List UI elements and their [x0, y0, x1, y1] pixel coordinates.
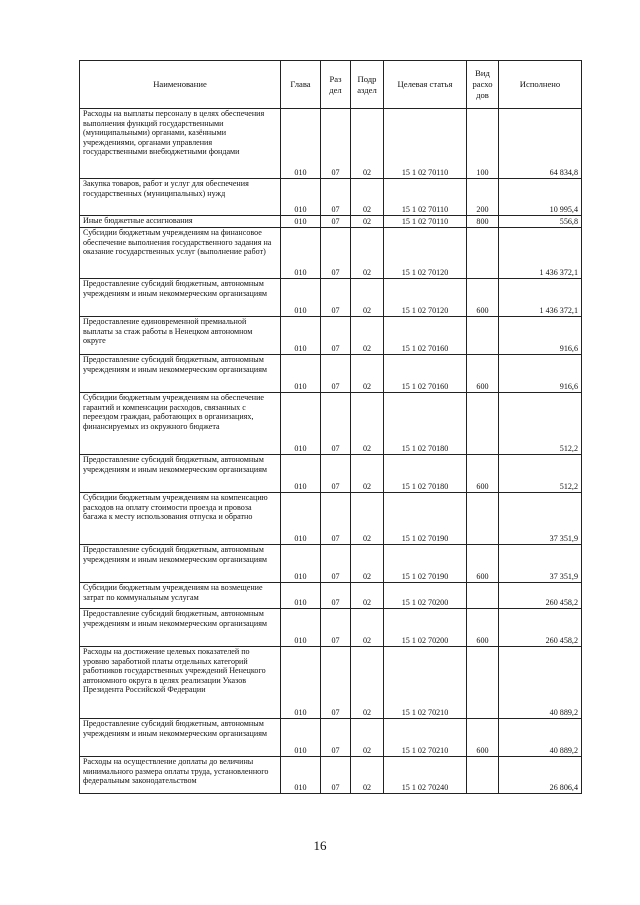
header-glava: Глава: [281, 61, 321, 109]
cell-name: Предоставление субсидий бюджетным, автономным учреждениям и иным некоммерческим организациям: [80, 455, 281, 493]
cell-amount: 556,8: [499, 216, 582, 228]
cell-razdel: 07: [321, 179, 351, 216]
cell-vid: [467, 647, 499, 719]
header-podrazdel: Подр аздел: [351, 61, 384, 109]
header-target: Целевая статья: [384, 61, 467, 109]
cell-target: 15 1 02 70160: [384, 317, 467, 355]
cell-glava: 010: [281, 583, 321, 609]
cell-target: 15 1 02 70200: [384, 583, 467, 609]
cell-podrazdel: 02: [351, 317, 384, 355]
cell-podrazdel: 02: [351, 493, 384, 545]
cell-vid: 600: [467, 355, 499, 393]
cell-name: Расходы на достижение целевых показателей по уровню заработной платы отдельных категорий работников государственных учреждений Ненецкого автономного округа в целях реализации Указов Президента Российской Федерации: [80, 647, 281, 719]
cell-vid: 600: [467, 719, 499, 757]
cell-amount: 512,2: [499, 393, 582, 455]
cell-podrazdel: 02: [351, 109, 384, 179]
cell-amount: 916,6: [499, 317, 582, 355]
cell-target: 15 1 02 70210: [384, 647, 467, 719]
cell-target: 15 1 02 70110: [384, 109, 467, 179]
cell-name: Предоставление субсидий бюджетным, автономным учреждениям и иным некоммерческим организациям: [80, 355, 281, 393]
cell-glava: 010: [281, 647, 321, 719]
header-vid: Вид расхо дов: [467, 61, 499, 109]
cell-vid: 600: [467, 609, 499, 647]
cell-podrazdel: 02: [351, 719, 384, 757]
cell-podrazdel: 02: [351, 179, 384, 216]
cell-vid: [467, 228, 499, 279]
cell-podrazdel: 02: [351, 355, 384, 393]
cell-name: Предоставление единовременной премиальной выплаты за стаж работы в Ненецком автономном округе: [80, 317, 281, 355]
header-razdel: Раз дел: [321, 61, 351, 109]
cell-name: Субсидии бюджетным учреждениям на финансовое обеспечение выполнения государственного задания на оказание государственных услуг (выполнение работ): [80, 228, 281, 279]
cell-target: 15 1 02 70120: [384, 279, 467, 317]
cell-vid: 600: [467, 455, 499, 493]
cell-razdel: 07: [321, 109, 351, 179]
cell-vid: 100: [467, 109, 499, 179]
table-row: [80, 609, 582, 647]
cell-target: 15 1 02 70200: [384, 609, 467, 647]
cell-name: Расходы на осуществление доплаты до величины минимального размера оплаты труда, установленного федеральным законодательством: [80, 757, 281, 794]
cell-vid: 600: [467, 279, 499, 317]
cell-amount: 10 995,4: [499, 179, 582, 216]
cell-target: 15 1 02 70210: [384, 719, 467, 757]
cell-podrazdel: 02: [351, 279, 384, 317]
cell-razdel: 07: [321, 719, 351, 757]
cell-vid: [467, 317, 499, 355]
cell-podrazdel: 02: [351, 393, 384, 455]
table-header-row: [80, 61, 582, 109]
cell-razdel: 07: [321, 583, 351, 609]
cell-target: 15 1 02 70110: [384, 179, 467, 216]
cell-glava: 010: [281, 609, 321, 647]
table-row: [80, 317, 582, 355]
cell-vid: [467, 757, 499, 794]
table-row: [80, 719, 582, 757]
cell-podrazdel: 02: [351, 757, 384, 794]
cell-podrazdel: 02: [351, 455, 384, 493]
cell-name: Предоставление субсидий бюджетным, автономным учреждениям и иным некоммерческим организациям: [80, 609, 281, 647]
cell-razdel: 07: [321, 393, 351, 455]
table-row: [80, 216, 582, 228]
budget-table: [79, 60, 582, 794]
cell-amount: 260 458,2: [499, 583, 582, 609]
table-row: [80, 647, 582, 719]
page-number: 16: [313, 838, 327, 853]
cell-glava: 010: [281, 179, 321, 216]
cell-amount: 37 351,9: [499, 545, 582, 583]
cell-name: Субсидии бюджетным учреждениям на обеспечение гарантий и компенсации расходов, связанных с переездом граждан, работающих в организациях, финансируемых из окружного бюджета: [80, 393, 281, 455]
table-row: [80, 109, 582, 179]
cell-target: 15 1 02 70180: [384, 455, 467, 493]
cell-amount: 64 834,8: [499, 109, 582, 179]
cell-name: Расходы на выплаты персоналу в целях обеспечения выполнения функций государственными (муниципальными) органами, казёнными учреждениями, органами управления государственными внебюджетными фондами: [80, 109, 281, 179]
cell-amount: 40 889,2: [499, 719, 582, 757]
cell-amount: 1 436 372,1: [499, 228, 582, 279]
cell-amount: 37 351,9: [499, 493, 582, 545]
table-row: [80, 757, 582, 794]
cell-target: 15 1 02 70190: [384, 493, 467, 545]
header-name: Наименование: [80, 61, 281, 109]
cell-amount: 26 806,4: [499, 757, 582, 794]
table-row: [80, 493, 582, 545]
cell-podrazdel: 02: [351, 647, 384, 719]
cell-target: 15 1 02 70120: [384, 228, 467, 279]
cell-glava: 010: [281, 355, 321, 393]
cell-amount: 916,6: [499, 355, 582, 393]
cell-target: 15 1 02 70160: [384, 355, 467, 393]
table-row: [80, 355, 582, 393]
cell-vid: [467, 493, 499, 545]
cell-name: Субсидии бюджетным учреждениям на компенсацию расходов на оплату стоимости проезда и провоза багажа к месту использования отпуска и обратно: [80, 493, 281, 545]
cell-name: Предоставление субсидий бюджетным, автономным учреждениям и иным некоммерческим организациям: [80, 279, 281, 317]
cell-amount: 1 436 372,1: [499, 279, 582, 317]
cell-vid: [467, 583, 499, 609]
cell-podrazdel: 02: [351, 545, 384, 583]
table-row: [80, 393, 582, 455]
table-row: [80, 583, 582, 609]
table-row: [80, 545, 582, 583]
cell-glava: 010: [281, 757, 321, 794]
cell-razdel: 07: [321, 228, 351, 279]
cell-name: Предоставление субсидий бюджетным, автономным учреждениям и иным некоммерческим организациям: [80, 545, 281, 583]
cell-name: Иные бюджетные ассигнования: [80, 216, 281, 228]
cell-vid: 800: [467, 216, 499, 228]
table-row: [80, 279, 582, 317]
cell-podrazdel: 02: [351, 228, 384, 279]
cell-vid: 600: [467, 545, 499, 583]
cell-glava: 010: [281, 216, 321, 228]
cell-podrazdel: 02: [351, 609, 384, 647]
cell-vid: 200: [467, 179, 499, 216]
cell-razdel: 07: [321, 647, 351, 719]
cell-glava: 010: [281, 109, 321, 179]
cell-glava: 010: [281, 317, 321, 355]
cell-glava: 010: [281, 455, 321, 493]
header-done: Исполнено: [499, 61, 582, 109]
cell-razdel: 07: [321, 355, 351, 393]
table-row: [80, 228, 582, 279]
cell-glava: 010: [281, 545, 321, 583]
cell-razdel: 07: [321, 545, 351, 583]
table-row: [80, 455, 582, 493]
cell-name: Предоставление субсидий бюджетным, автономным учреждениям и иным некоммерческим организациям: [80, 719, 281, 757]
cell-vid: [467, 393, 499, 455]
cell-glava: 010: [281, 228, 321, 279]
cell-razdel: 07: [321, 279, 351, 317]
cell-razdel: 07: [321, 317, 351, 355]
cell-amount: 512,2: [499, 455, 582, 493]
cell-amount: 260 458,2: [499, 609, 582, 647]
cell-target: 15 1 02 70110: [384, 216, 467, 228]
cell-target: 15 1 02 70180: [384, 393, 467, 455]
cell-podrazdel: 02: [351, 216, 384, 228]
cell-razdel: 07: [321, 493, 351, 545]
cell-target: 15 1 02 70240: [384, 757, 467, 794]
cell-glava: 010: [281, 719, 321, 757]
cell-glava: 010: [281, 493, 321, 545]
cell-razdel: 07: [321, 757, 351, 794]
cell-razdel: 07: [321, 609, 351, 647]
cell-glava: 010: [281, 393, 321, 455]
cell-razdel: 07: [321, 216, 351, 228]
cell-target: 15 1 02 70190: [384, 545, 467, 583]
cell-name: Закупка товаров, работ и услуг для обеспечения государственных (муниципальных) нужд: [80, 179, 281, 216]
cell-name: Субсидии бюджетным учреждениям на возмещение затрат по коммунальным услугам: [80, 583, 281, 609]
cell-glava: 010: [281, 279, 321, 317]
cell-amount: 40 889,2: [499, 647, 582, 719]
cell-podrazdel: 02: [351, 583, 384, 609]
table-row: [80, 179, 582, 216]
cell-razdel: 07: [321, 455, 351, 493]
